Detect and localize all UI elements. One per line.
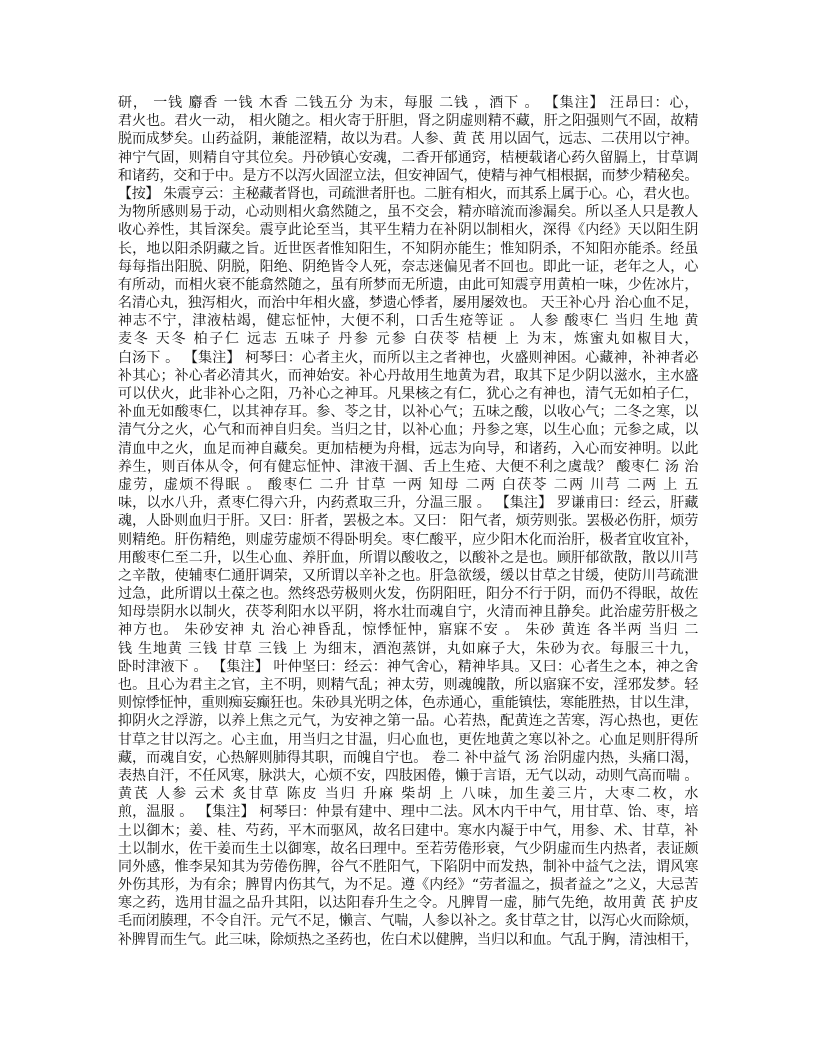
text-line: 清气分之火，心气和而神自归矣。当归之甘，以补心血；丹参之寒，以生心血；元参之咸，以 [118, 422, 698, 439]
text-line: 神方也。 朱砂安神 丸 治心神昏乱，惊悸怔忡，寤寐不安 。 朱砂 黄连 各半两 当归 二 [118, 622, 698, 639]
text-line: 虚劳，虚烦不得眠 。 酸枣仁 二升 甘草 一两 知母 二两 白茯苓 二两 川芎 二两 上 五 [118, 476, 698, 493]
document-page [118, 94, 698, 949]
text-line: 外伤其形，为有余；脾胃内伤其气，为不足。遵《内经》“劳者温之，损者益之”之义，大忌苦 [118, 877, 698, 894]
text-line: 为物所感则易于动，心动则相火翕然随之，虽不交会，精亦暗流而渗漏矣。所以圣人只是教人 [118, 204, 698, 221]
text-line: 煎，温服 。 【集注】 柯琴曰：仲景有建中、理中二法。风木内干中气，用甘草、饴、枣，培 [118, 804, 698, 821]
text-line: 土以制水，佐干姜而生土以御寒，故名曰理中。至若劳倦形衰，气少阴虚而生内热者，表证颇 [118, 840, 698, 857]
text-line: 和诸药，交和于中。是方不以泻火固涩立法，但安神固气，使精与神气相根据，而梦少精秘矣。 [118, 167, 698, 184]
text-line: 补血无如酸枣仁，以其神存耳。参、苓之甘，以补心气；五味之酸，以收心气；二冬之寒，以 [118, 404, 698, 421]
text-line: 清血中之火，血足而神自藏矣。更加桔梗为舟楫，远志为向导，和诸药，入心而安神明。以此 [118, 440, 698, 457]
text-line: 名清心丸，独泻相火，而治中年相火盛，梦遗心悸者，屡用屡效也。 天王补心丹 治心血不足， [118, 295, 698, 312]
text-line: 黄芪 人参 云术 炙甘草 陈皮 当归 升麻 柴胡 上 八味，加生姜三片，大枣二枚，水 [118, 786, 698, 803]
text-line: 表热自汗，不任风寒，脉洪大，心烦不安，四肢困倦，懒于言语，无气以动，动则气高而喘 。 [118, 767, 698, 784]
text-line: 同外感，惟李杲知其为劳倦伤脾，谷气不胜阳气，下陷阴中而发热，制补中益气之法，谓风寒 [118, 858, 698, 875]
text-line: 抑阴火之浮游，以养上焦之元气，为安神之第一品。心若热，配黄连之苦寒，泻心热也，更佐 [118, 713, 698, 730]
text-line: 味，以水八升，煮枣仁得六升，内药煮取三升，分温三服 。 【集注】 罗谦甫曰：经云，肝藏 [118, 495, 698, 512]
text-line: 有所动，而相火衰不能翕然随之，虽有所梦而无所遗，由此可知震亨用黄柏一味，少佐冰片， [118, 276, 698, 293]
text-line: 土以御木；姜、桂、芍药，平木而驱风，故名曰建中。寒水内凝于中气，用参、术、甘草，补 [118, 822, 698, 839]
text-line: 白汤下 。 【集注】 柯琴曰：心者主火，而所以主之者神也，火盛则神困。心藏神，补神者必 [118, 349, 698, 366]
text-line: 可以伏火，此非补心之阳，乃补心之神耳。凡果核之有仁，犹心之有神也，清气无如柏子仁， [118, 386, 698, 402]
text-line: 【按】 朱震亨云：主秘藏者肾也，司疏泄者肝也。二脏有相火，而其系上属于心。心，君火也。 [118, 185, 698, 202]
text-line: 神志不宁，津液枯竭，健忘怔忡，大便不利，口舌生疮等证 。 人参 酸枣仁 当归 生地 黄 [118, 313, 698, 330]
text-line: 之辛散，使辅枣仁通肝调荣，又所谓以辛补之也。肝急欲缓，缓以甘草之甘缓，使防川芎疏泄 [118, 567, 698, 584]
text-line: 则精绝。肝伤精绝，则虚劳虚烦不得卧明矣。枣仁酸平，应少阳木化而治肝，极者宜收宜补， [118, 531, 698, 548]
text-line: 魂，人卧则血归于肝。又曰：肝者，罢极之本。又曰： 阳气者，烦劳则张。罢极必伤肝，烦劳 [118, 513, 698, 530]
text-line: 麦冬 天冬 柏子仁 远志 五味子 丹参 元参 白茯苓 桔梗 上 为末，炼蜜丸如椒目大， [118, 331, 698, 348]
text-line: 藏，而魂自安，心热解则肺得其职，而魄自宁也。 卷二 补中益气 汤 治阴虚内热，头痛口渴， [118, 749, 698, 766]
text-line: 寒之药，选用甘温之品升其阳，以达阳春升生之令。凡脾胃一虚，肺气先绝，故用黄 芪 护皮 [118, 895, 698, 912]
text-line: 神宁气固，则精自守其位矣。丹砂镇心安魂，二香开郁通窍，桔梗载诸心药久留膈上，甘草调 [118, 149, 698, 166]
text-line: 过急，此所谓以土葆之也。然终恐劳极则火发，伤阴阳旺，阳分不行于阴，而仍不得眠，故佐 [118, 586, 698, 603]
text-line: 养生，则百体从令，何有健忘怔忡、津液干涸、舌上生疮、大便不利之虞哉？ 酸枣仁 汤 治 [118, 458, 698, 475]
text-line: 长，地以阳杀阴藏之旨。近世医者惟知阳生，不知阴亦能生；惟知阴杀，不知阳亦能杀。经虽 [118, 240, 698, 257]
text-line: 研， 一钱 麝香 一钱 木香 二钱五分 为末，每服 二钱 ，酒下 。 【集注】 汪昂曰：心， [118, 95, 698, 111]
text-line: 脱而成梦矣。山药益阴，兼能涩精，故以为君。人参、黄 芪 用以固气，远志、二茯用以宁神。 [118, 131, 698, 148]
text-line: 用酸枣仁至二升，以生心血、养肝血，所谓以酸收之，以酸补之是也。顾肝郁欲散，散以川芎 [118, 549, 698, 566]
text-line: 也。且心为君主之官，主不明，则精气乱；神太劳，则魂魄散，所以寤寐不安，淫邪发梦。轻 [118, 677, 698, 693]
text-line: 每每指出阳脱、阴脱，阳绝、阴绝皆令人死，奈志迷偏见者不回也。即此一证，老年之人，心 [118, 258, 698, 275]
text-line: 补其心；补心者必清其火，而神始安。补心丹故用生地黄为君，取其下足少阴以滋水，主水盛 [118, 367, 698, 384]
text-line: 补脾胃而生气。此三味，除烦热之圣药也，佐白术以健脾，当归以和血。气乱于胸，清浊相干， [118, 931, 698, 948]
text-line: 钱 生地黄 三钱 甘草 三钱 上 为细末，酒泡蒸饼，丸如麻子大，朱砂为衣。每服三十九， [118, 640, 698, 657]
text-line: 毛而闭腠理，不令自汗。元气不足，懒言、气喘，人参以补之。炙甘草之甘，以泻心火而除烦， [118, 913, 698, 930]
text-line: 知母崇阴水以制火，茯苓利阳水以平阴，将水壮而魂自宁，火清而神且静矣。此治虚劳肝极之 [118, 604, 698, 621]
text-line: 卧时津液下 。 【集注】 叶仲坚曰：经云：神气舍心，精神毕具。又曰：心者生之本，神之舍 [118, 658, 698, 675]
text-line: 君火也。君火一动， 相火随之。相火寄于肝胆，肾之阴虚则精不藏，肝之阳强则气不固，故精 [118, 113, 698, 130]
text-line: 收心养性，其旨深矣。震亨此论至当，其平生精力在补阴以制相火，深得《内经》天以阳生阴 [118, 222, 698, 239]
text-line: 甘草之甘以泻之。心主血，用当归之甘温，归心血也，更佐地黄之寒以补之。心血足则肝得所 [118, 731, 698, 748]
text-line: 则惊悸怔忡，重则痴妄癫狂也。朱砂具光明之体，色赤通心，重能镇怯，寒能胜热，甘以生津， [118, 695, 698, 712]
